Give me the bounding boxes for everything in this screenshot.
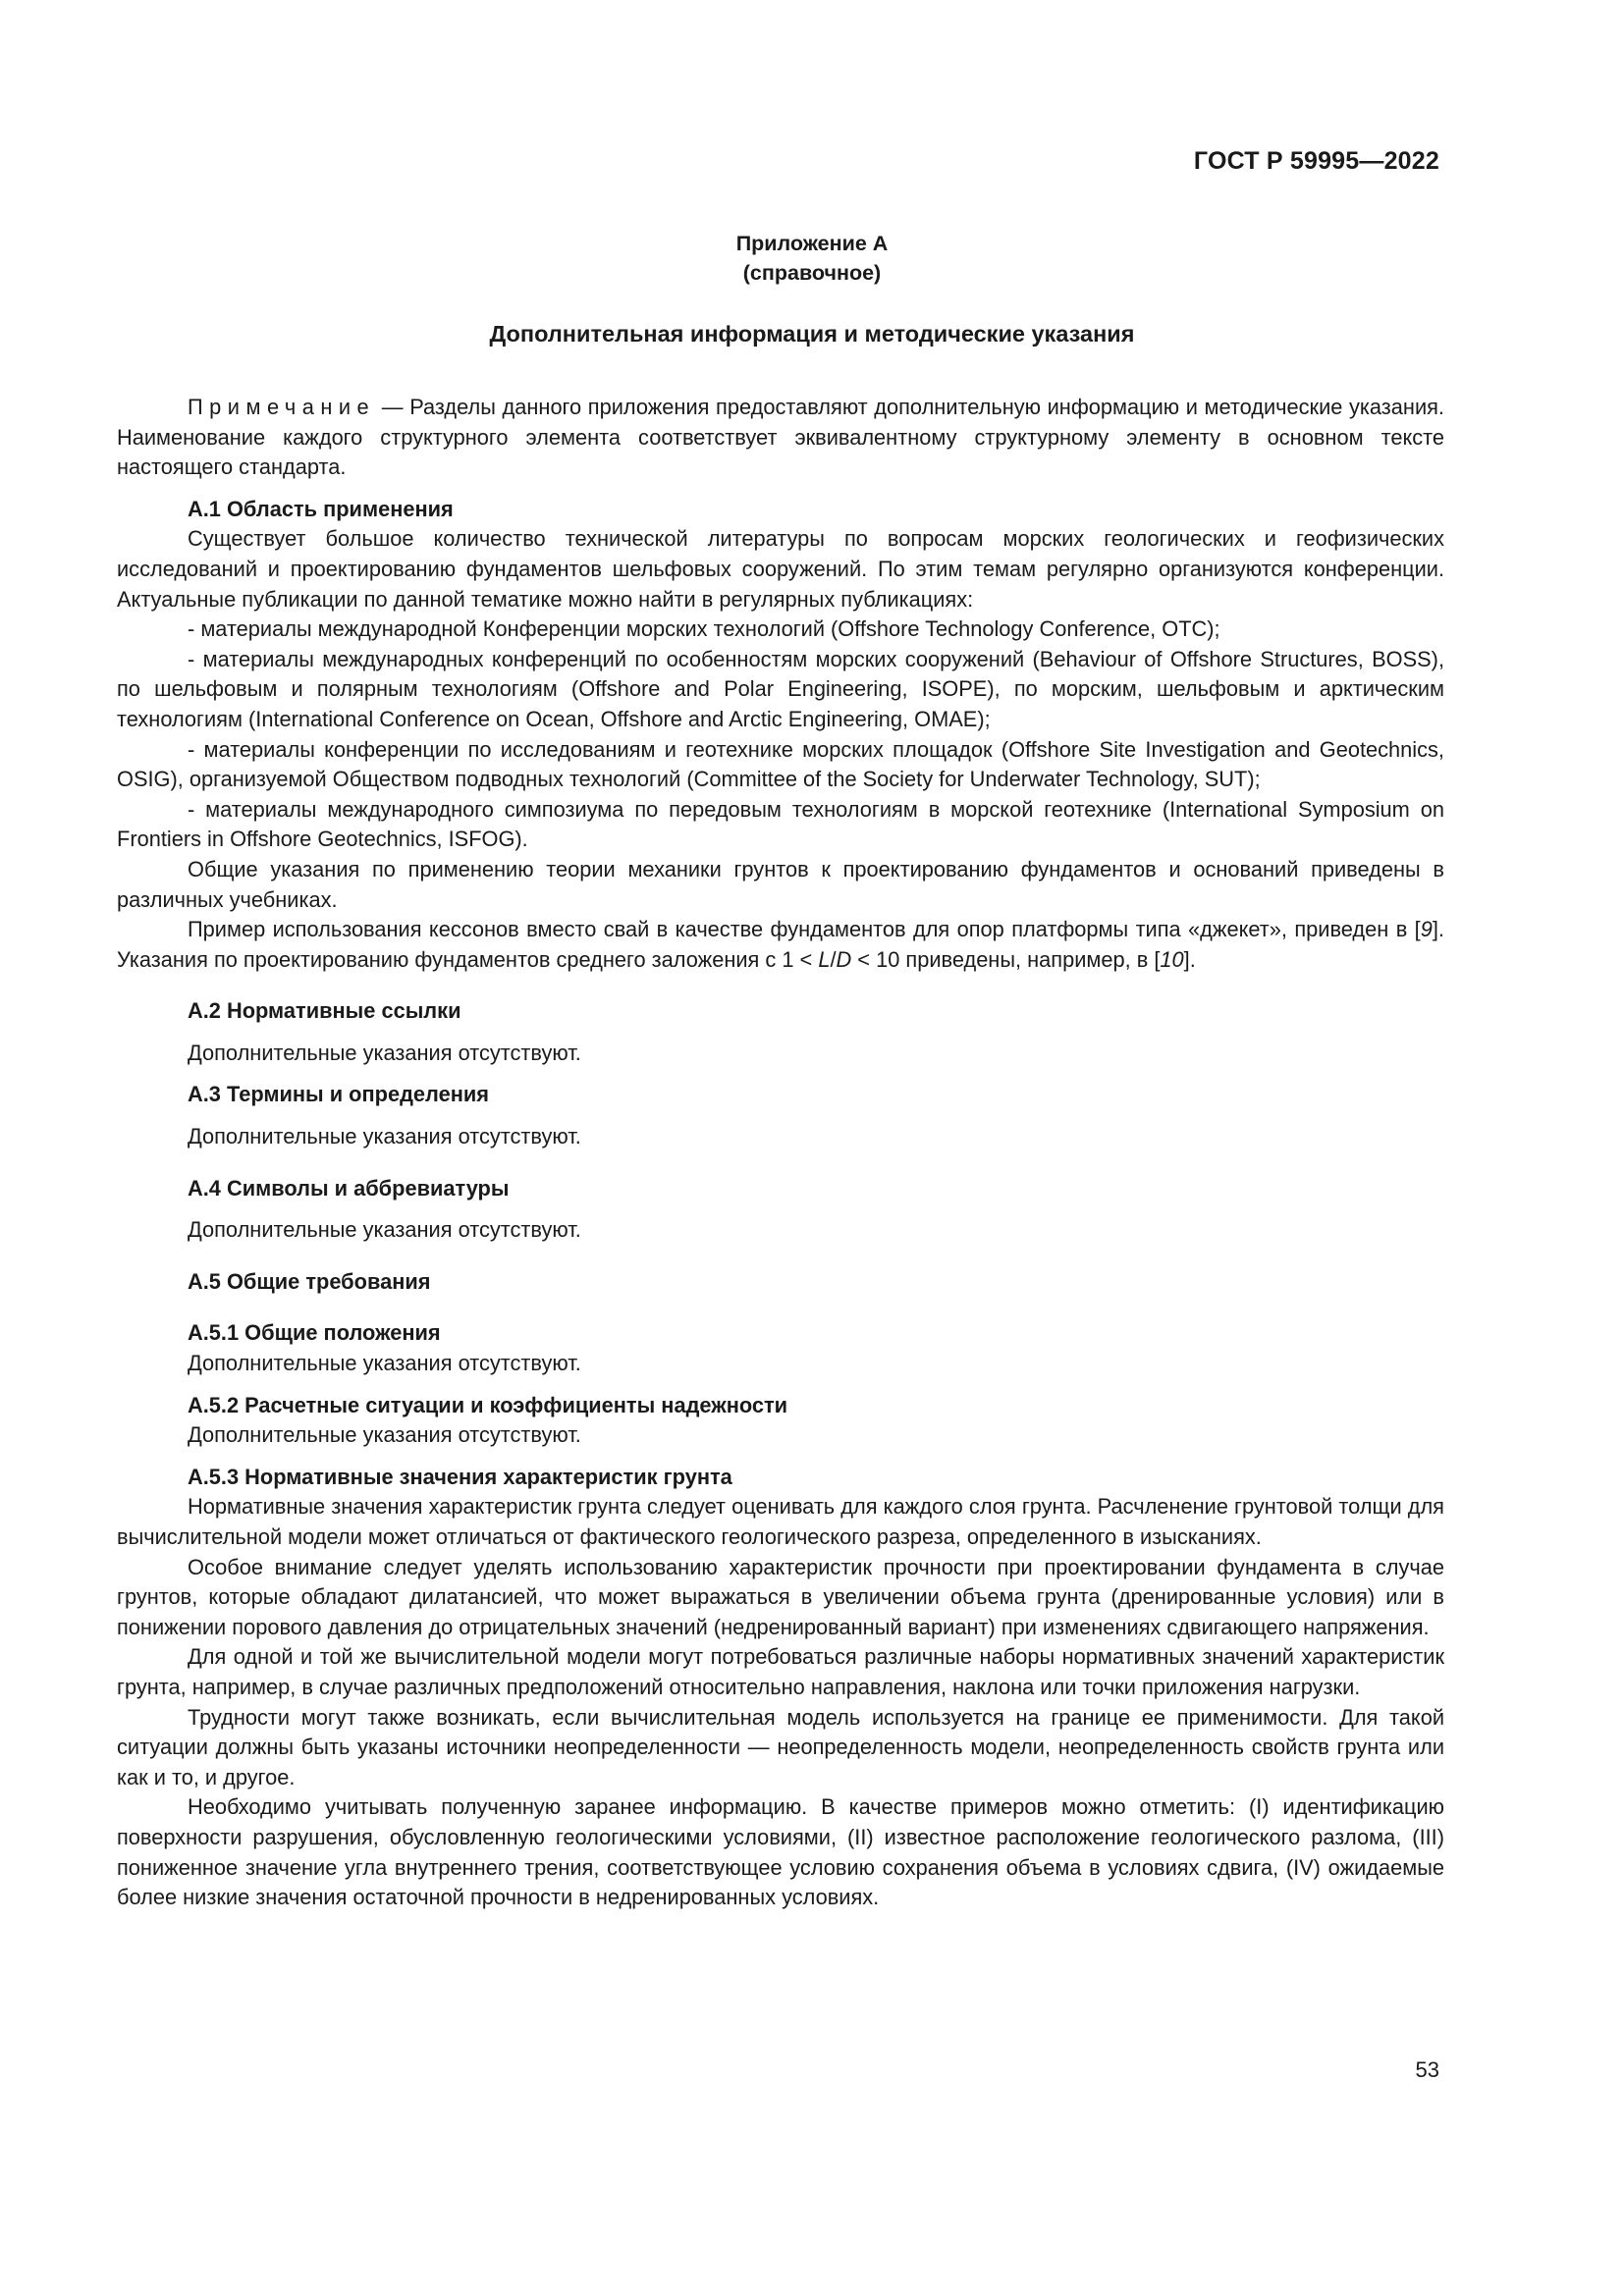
paragraph: Дополнительные указания отсутствуют. [188,1124,581,1149]
text-run: ]. [1183,946,1196,972]
paragraph: Общие указания по применению теории механики грунтов к проектированию фундаментов и оснований приведены в различных учебниках. [117,856,1444,912]
paragraph: Дополнительные указания отсутствуют. [188,1040,581,1065]
note-label: Примечание [188,395,376,419]
paragraph: Особое внимание следует уделять использованию характеристик прочности при проектировании фундамента в случае грунтов, которые обладают дилатансией, что может выражаться в увеличении объема грунта (дренированные условия) или в понижении порового давления до отрицательных значений (недренированный вариант) при изменениях сдвигающего напряжения. [117,1554,1444,1639]
section-heading-a1: А.1 Область применения [188,496,454,521]
appendix-subtitle: (справочное) [742,261,882,285]
section-heading-a3: А.3 Термины и определения [188,1082,490,1107]
paragraph: Необходимо учитывать полученную заранее информацию. В качестве примеров можно отметить: (I) идентификацию поверхности разрушения, обусловленную геологическими условиями, (II) известное расположение геологического разлома, (III) пониженное значение угла внутреннего трения, соответствующее условию сохранения объема в условиях сдвига, (IV) ожидаемые более низкие значения остаточной прочности в недренированных условиях. [117,1794,1444,1910]
paragraph: Дополнительные указания отсутствуют. [188,1351,581,1376]
paragraph-with-references [117,915,1444,975]
appendix-heading [0,229,1624,288]
paragraph: Существует большое количество технической литературы по вопросам морских геологических и геофизических исследований и проектированию фундаментов шельфовых сооружений. По этим темам регулярно организуются конференции. Актуальные публикации по данной тематике можно найти в регулярных публикациях: [117,526,1444,612]
document-code: ГОСТ Р 59995—2022 [1193,147,1439,175]
reference-link[interactable]: 9 [1420,917,1433,942]
variable-d: D [836,946,852,972]
note-paragraph [117,393,1444,483]
reference-link[interactable]: 10 [1160,946,1184,972]
appendix-title: Приложение А [735,232,889,255]
list-item: - материалы международных конференций по особенностям морских сооружений (Behaviour of Offshore Structures, BOSS), по шельфовым и полярным технологиям (Offshore and Polar Engineering, ISOPE), по морским, шельфовым и арктическим технологиям (International Conference on Ocean, Offshore and Arctic Engineering, OMAE); [117,646,1444,731]
paragraph: Трудности могут также возникать, если вычислительная модель используется на границе ее применимости. Для такой ситуации должны быть указаны источники неопределенности — неопределенность модели, неопределенность свойств грунта или как и то, и другое. [117,1704,1444,1789]
document-body [117,393,1444,1913]
section-heading-a2: А.2 Нормативные ссылки [188,998,461,1024]
text-run: / [830,946,837,972]
variable-l: L [818,946,831,972]
text-run: < 10 приведены, например, в [ [851,946,1161,972]
note-text: — Разделы данного приложения предоставляют дополнительную информацию и методические указания. Наименование каждого структурного элемента соответствует эквивалентному структурному элементу в основном тексте настоящего стандарта. [117,395,1444,480]
section-heading-a4: А.4 Символы и аббревиатуры [188,1175,510,1201]
section-heading-a53: А.5.3 Нормативные значения характеристик грунта [188,1464,732,1489]
section-heading-a5: А.5 Общие требования [188,1268,431,1294]
paragraph: Дополнительные указания отсутствуют. [188,1422,581,1448]
section-heading-a52: А.5.2 Расчетные ситуации и коэффициенты надежности [188,1392,788,1417]
section-heading-a51: А.5.1 Общие положения [188,1320,441,1346]
page-number: 53 [1415,2057,1439,2082]
text-run: ]. Указания по проектированию фундаментов среднего заложения с 1 < [117,917,1444,972]
list-item: - материалы международной Конференции морских технологий (Offshore Technology Conference, OTC); [188,616,1220,642]
paragraph: Для одной и той же вычислительной модели могут потребоваться различные наборы нормативных значений характеристик грунта, например, в случае различных предположений относительно направления, наклона или точки приложения нагрузки. [117,1644,1444,1699]
paragraph: Нормативные значения характеристик грунта следует оценивать для каждого слоя грунта. Расчленение грунтовой толщи для вычислительной модели может отличаться от фактического геологического разреза, определенного в изысканиях. [117,1494,1444,1549]
text-run: Пример использования кессонов вместо свай в качестве фундаментов для опор платформы типа «джекет», приведен в [ [188,917,1421,942]
list-item: - материалы международного симпозиума по передовым технологиям в морской геотехнике (International Symposium on Frontiers in Offshore Geotechnics, ISFOG). [117,796,1444,852]
list-item: - материалы конференции по исследованиям и геотехнике морских площадок (Offshore Site Investigation and Geotechnics, OSIG), организуемой Обществом подводных технологий (Committee of the Society for Underwater Technology, SUT); [117,736,1444,792]
document-title: Дополнительная информация и методические указания [489,321,1135,347]
paragraph: Дополнительные указания отсутствуют. [188,1217,581,1243]
